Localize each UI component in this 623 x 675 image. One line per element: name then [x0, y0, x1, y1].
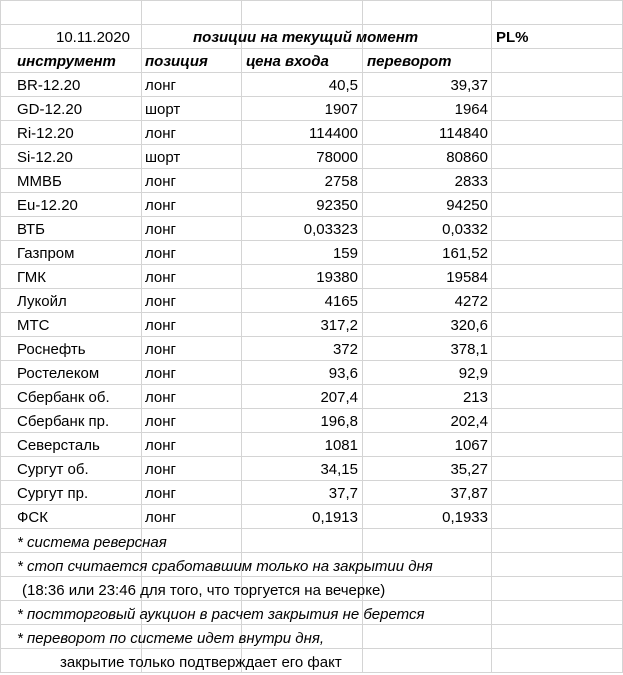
table-row: [0, 122, 623, 146]
table-row: [0, 458, 623, 482]
position-cell[interactable]: шорт: [145, 101, 181, 118]
reversal-cell[interactable]: 35,27: [450, 461, 488, 478]
gridline: [0, 0, 623, 1]
date-cell[interactable]: 10.11.2020: [56, 29, 130, 46]
position-cell[interactable]: лонг: [145, 509, 177, 526]
table-row: [0, 362, 623, 386]
reversal-cell[interactable]: 161,52: [442, 245, 488, 262]
note-line[interactable]: * переворот по системе идет внутри дня,: [17, 630, 325, 647]
instrument-cell[interactable]: BR-12.20: [17, 77, 81, 94]
entry-price-cell[interactable]: 78000: [316, 149, 358, 166]
note-line[interactable]: * система реверсная: [17, 534, 167, 551]
table-row: [0, 386, 623, 410]
table-row: [0, 314, 623, 338]
position-cell[interactable]: лонг: [145, 245, 177, 262]
instrument-cell[interactable]: Сбербанк пр.: [17, 413, 110, 430]
table-row: [0, 266, 623, 290]
table-row: [0, 290, 623, 314]
entry-price-cell[interactable]: 2758: [324, 173, 358, 190]
entry-price-cell[interactable]: 207,4: [320, 389, 358, 406]
instrument-cell[interactable]: GD-12.20: [17, 101, 83, 118]
instrument-cell[interactable]: Газпром: [17, 245, 75, 262]
table-row: [0, 194, 623, 218]
instrument-cell[interactable]: ММВБ: [17, 173, 62, 190]
reversal-cell[interactable]: 0,1933: [442, 509, 488, 526]
reversal-cell[interactable]: 1067: [454, 437, 488, 454]
entry-price-cell[interactable]: 37,7: [328, 485, 358, 502]
table-row: [0, 146, 623, 170]
position-cell[interactable]: лонг: [145, 365, 177, 382]
entry-price-cell[interactable]: 0,03323: [303, 221, 358, 238]
position-cell[interactable]: лонг: [145, 197, 177, 214]
entry-price-cell[interactable]: 0,1913: [312, 509, 358, 526]
entry-price-cell[interactable]: 4165: [324, 293, 358, 310]
entry-price-cell[interactable]: 1081: [324, 437, 358, 454]
table-row: [0, 338, 623, 362]
note-line[interactable]: закрытие только подтверждает его факт: [60, 654, 342, 671]
reversal-cell[interactable]: 378,1: [450, 341, 488, 358]
instrument-cell[interactable]: Ri-12.20: [17, 125, 74, 142]
header-row: [0, 26, 623, 50]
position-cell[interactable]: лонг: [145, 485, 177, 502]
entry-price-cell[interactable]: 114400: [309, 125, 358, 142]
table-row: [0, 410, 623, 434]
entry-price-cell[interactable]: 93,6: [328, 365, 358, 382]
sheet-title[interactable]: позиции на текущий момент: [193, 29, 419, 46]
table-row: [0, 482, 623, 506]
pl-header[interactable]: PL%: [496, 29, 529, 46]
position-cell[interactable]: лонг: [145, 437, 177, 454]
entry-price-cell[interactable]: 159: [332, 245, 358, 262]
entry-price-cell[interactable]: 1907: [324, 101, 358, 118]
position-cell[interactable]: лонг: [145, 341, 177, 358]
instrument-cell[interactable]: Eu-12.20: [17, 197, 78, 214]
entry-price-cell[interactable]: 372: [332, 341, 358, 358]
column-header-entry-price[interactable]: цена входа: [246, 53, 329, 70]
position-cell[interactable]: лонг: [145, 125, 177, 142]
reversal-cell[interactable]: 80860: [446, 149, 488, 166]
entry-price-cell[interactable]: 40,5: [328, 77, 358, 94]
note-line[interactable]: * стоп считается сработавшим только на закрытии дня: [17, 558, 433, 575]
table-row: [0, 98, 623, 122]
note-line[interactable]: (18:36 или 23:46 для того, что торгуется на вечерке): [22, 582, 386, 599]
column-header-instrument[interactable]: инструмент: [17, 53, 116, 70]
column-header-position[interactable]: позиция: [145, 53, 208, 70]
instrument-cell[interactable]: ФСК: [17, 509, 48, 526]
table-row: [0, 74, 623, 98]
reversal-cell[interactable]: 320,6: [450, 317, 488, 334]
entry-price-cell[interactable]: 34,15: [320, 461, 358, 478]
reversal-cell[interactable]: 202,4: [450, 413, 488, 430]
reversal-cell[interactable]: 114840: [439, 125, 488, 142]
position-cell[interactable]: лонг: [145, 461, 177, 478]
position-cell[interactable]: лонг: [145, 77, 177, 94]
reversal-cell[interactable]: 0,0332: [442, 221, 488, 238]
table-row: [0, 506, 623, 530]
position-cell[interactable]: лонг: [145, 389, 177, 406]
instrument-cell[interactable]: Сургут пр.: [17, 485, 89, 502]
table-row: [0, 170, 623, 194]
instrument-cell[interactable]: Ростелеком: [17, 365, 100, 382]
reversal-cell[interactable]: 1964: [454, 101, 488, 118]
table-row: [0, 218, 623, 242]
instrument-cell[interactable]: Роснефть: [17, 341, 86, 358]
position-cell[interactable]: шорт: [145, 149, 181, 166]
reversal-cell[interactable]: 37,87: [450, 485, 488, 502]
entry-price-cell[interactable]: 92350: [316, 197, 358, 214]
entry-price-cell[interactable]: 317,2: [320, 317, 358, 334]
instrument-cell[interactable]: Северсталь: [17, 437, 100, 454]
reversal-cell[interactable]: 39,37: [450, 77, 488, 94]
position-cell[interactable]: лонг: [145, 293, 177, 310]
table-row: [0, 242, 623, 266]
instrument-cell[interactable]: Si-12.20: [17, 149, 73, 166]
instrument-cell[interactable]: Лукойл: [17, 293, 67, 310]
instrument-cell[interactable]: Сбербанк об.: [17, 389, 110, 406]
position-cell[interactable]: лонг: [145, 269, 177, 286]
entry-price-cell[interactable]: 196,8: [320, 413, 358, 430]
reversal-cell[interactable]: 213: [462, 389, 488, 406]
instrument-cell[interactable]: ГМК: [17, 269, 47, 286]
reversal-cell[interactable]: 2833: [454, 173, 488, 190]
entry-price-cell[interactable]: 19380: [316, 269, 358, 286]
instrument-cell[interactable]: Сургут об.: [17, 461, 89, 478]
column-header-reversal[interactable]: переворот: [367, 53, 452, 70]
instrument-cell[interactable]: ВТБ: [17, 221, 46, 238]
position-cell[interactable]: лонг: [145, 173, 177, 190]
table-row: [0, 434, 623, 458]
reversal-cell[interactable]: 92,9: [458, 365, 488, 382]
note-line[interactable]: * постторговый аукцион в расчет закрытия не берется: [17, 606, 425, 623]
reversal-cell[interactable]: 94250: [446, 197, 488, 214]
position-cell[interactable]: лонг: [145, 221, 177, 238]
reversal-cell[interactable]: 4272: [454, 293, 488, 310]
gridline: [0, 24, 623, 25]
reversal-cell[interactable]: 19584: [446, 269, 488, 286]
position-cell[interactable]: лонг: [145, 413, 177, 430]
position-cell[interactable]: лонг: [145, 317, 177, 334]
instrument-cell[interactable]: МТС: [17, 317, 50, 334]
column-header-row: [0, 50, 623, 74]
